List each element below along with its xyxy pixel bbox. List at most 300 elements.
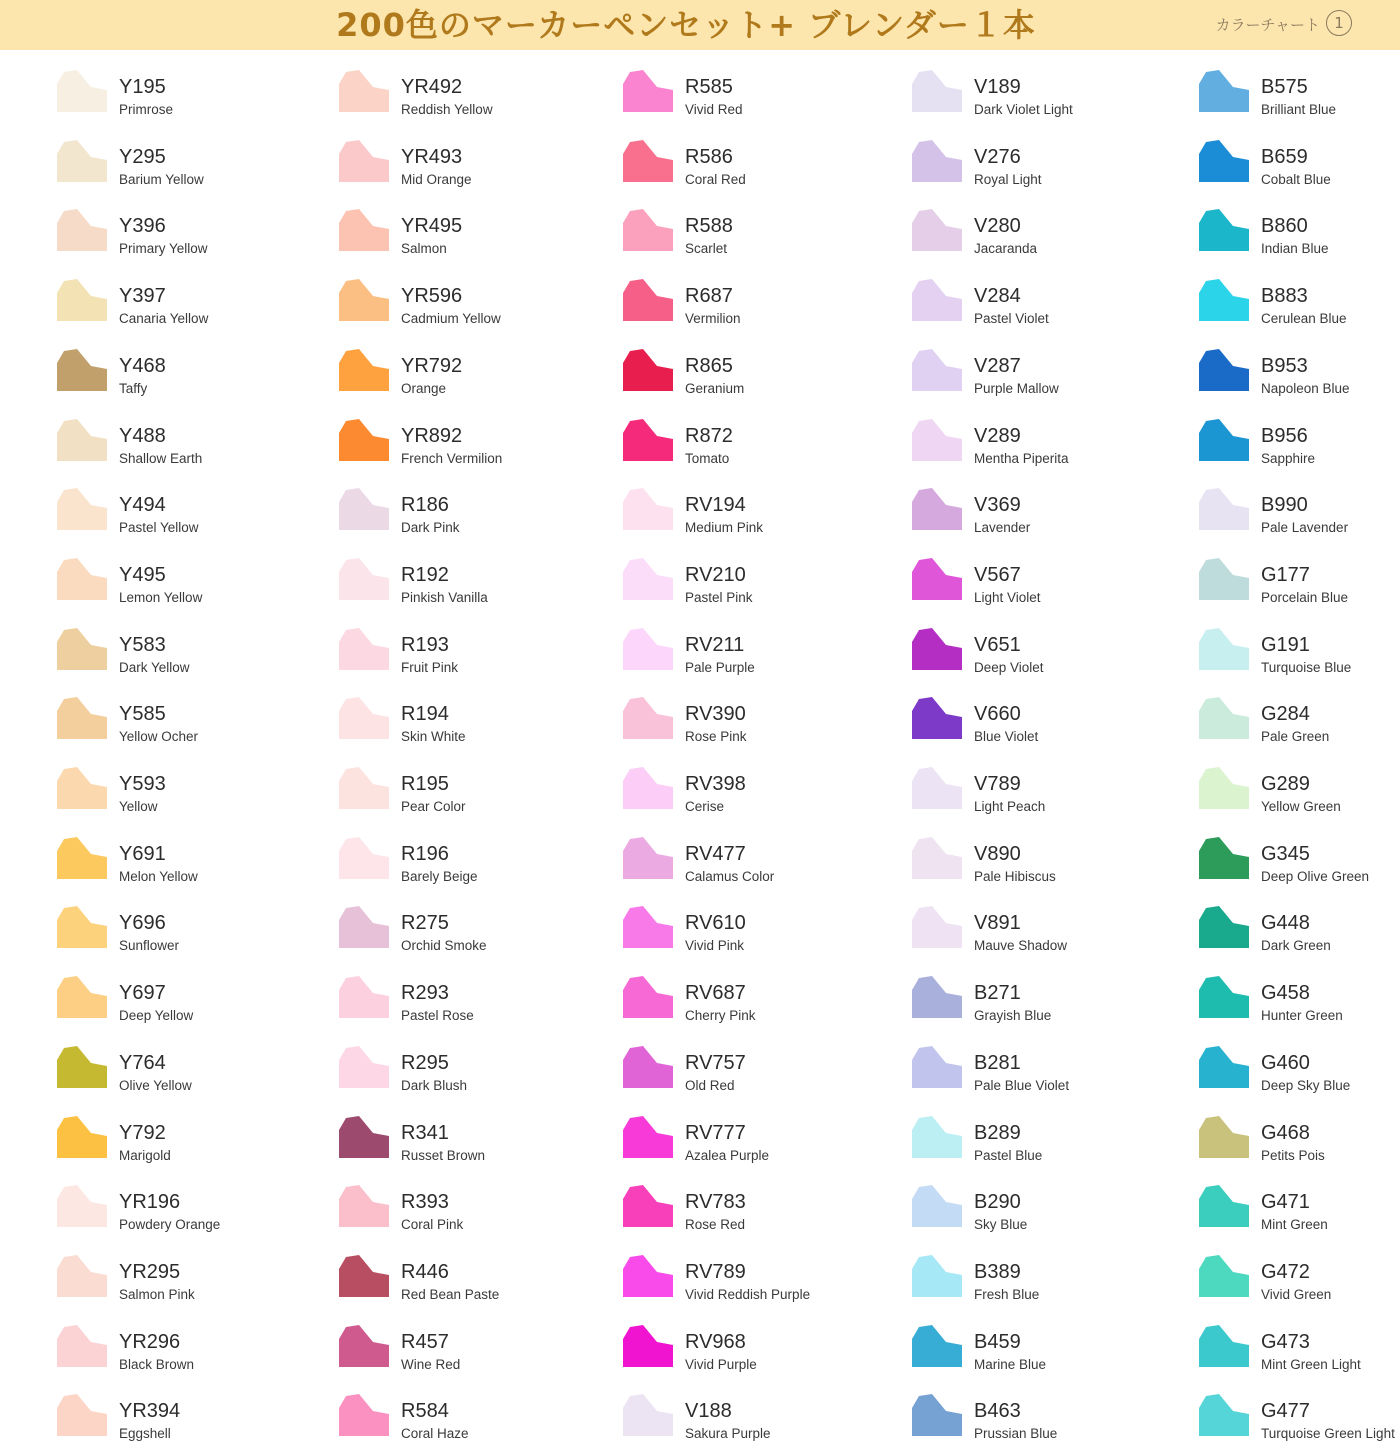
color-swatch-item — [1199, 488, 1400, 548]
color-swatch-item — [1199, 209, 1400, 269]
color-swatch-item — [623, 697, 903, 757]
color-code: RV210 — [685, 564, 746, 586]
color-name: Shallow Earth — [119, 451, 203, 466]
color-code: R341 — [401, 1122, 449, 1144]
color-code: RV610 — [685, 912, 746, 934]
color-swatch-item — [912, 349, 1192, 409]
marker-swatch-shape — [623, 558, 673, 600]
color-code: R585 — [685, 76, 733, 98]
marker-swatch — [339, 419, 391, 465]
marker-swatch — [1199, 976, 1251, 1022]
marker-swatch — [912, 558, 964, 604]
color-code: RV783 — [685, 1191, 746, 1213]
marker-swatch — [1199, 558, 1251, 604]
color-name: Dark Blush — [401, 1078, 468, 1093]
color-swatch-item — [1199, 349, 1400, 409]
marker-swatch-shape — [57, 140, 107, 182]
color-swatch-item — [912, 279, 1192, 339]
color-name: Old Red — [685, 1078, 735, 1093]
color-swatch-item — [339, 1046, 619, 1106]
color-code: B271 — [974, 982, 1021, 1004]
marker-swatch-shape — [339, 1325, 389, 1367]
color-code: B575 — [1261, 76, 1308, 98]
color-swatch-item — [912, 1046, 1192, 1106]
marker-swatch — [57, 1116, 109, 1162]
color-code: V287 — [974, 355, 1021, 377]
color-code: YR792 — [401, 355, 463, 377]
marker-swatch-shape — [623, 628, 673, 670]
color-code: RV968 — [685, 1331, 746, 1353]
marker-swatch — [339, 1185, 391, 1231]
marker-swatch — [339, 1046, 391, 1092]
color-code: R194 — [401, 703, 449, 725]
marker-swatch-shape — [57, 419, 107, 461]
color-swatch-item — [57, 140, 337, 200]
color-swatch-item — [339, 767, 619, 827]
color-code: V369 — [974, 494, 1021, 516]
marker-swatch — [57, 558, 109, 604]
marker-swatch-shape — [1199, 140, 1249, 182]
color-swatch-item — [1199, 767, 1400, 827]
color-name: Mint Green Light — [1261, 1357, 1361, 1372]
color-name: Deep Sky Blue — [1261, 1078, 1351, 1093]
color-name: Pale Purple — [685, 660, 755, 675]
color-code: YR196 — [119, 1191, 181, 1213]
marker-swatch — [912, 767, 964, 813]
color-name: Rose Pink — [685, 729, 747, 744]
marker-swatch-shape — [912, 279, 962, 321]
marker-swatch-shape — [912, 209, 962, 251]
color-name: Petits Pois — [1261, 1148, 1325, 1163]
page-title: 200色のマーカーペンセット+ ブレンダー１本 — [336, 6, 1036, 44]
marker-swatch — [57, 279, 109, 325]
color-swatch-item — [912, 1325, 1192, 1385]
color-swatch-item — [623, 1394, 903, 1454]
color-swatch-item — [57, 558, 337, 618]
marker-swatch-shape — [1199, 1325, 1249, 1367]
color-name: Barium Yellow — [119, 172, 204, 187]
marker-swatch-shape — [57, 697, 107, 739]
marker-swatch — [339, 1255, 391, 1301]
color-swatch-item — [57, 70, 337, 130]
color-code: B956 — [1261, 425, 1308, 447]
color-code: R446 — [401, 1261, 449, 1283]
color-name: Turquoise Blue — [1261, 660, 1352, 675]
color-swatch-item — [339, 1116, 619, 1176]
marker-swatch — [912, 140, 964, 186]
color-name: Wine Red — [401, 1357, 461, 1372]
color-code: B389 — [974, 1261, 1021, 1283]
color-name: Pastel Blue — [974, 1148, 1043, 1163]
color-code: RV194 — [685, 494, 746, 516]
color-swatch-item — [1199, 976, 1400, 1036]
color-code: YR596 — [401, 285, 463, 307]
color-swatch-item — [57, 1394, 337, 1454]
marker-swatch — [912, 488, 964, 534]
marker-swatch-shape — [1199, 1394, 1249, 1436]
color-code: RV477 — [685, 843, 746, 865]
marker-swatch — [912, 1046, 964, 1092]
color-name: Vivid Red — [685, 102, 743, 117]
marker-swatch — [1199, 837, 1251, 883]
marker-swatch-shape — [57, 1046, 107, 1088]
color-code: RV398 — [685, 773, 746, 795]
color-name: Marigold — [119, 1148, 171, 1163]
color-name: Pale Hibiscus — [974, 869, 1056, 884]
marker-swatch-shape — [623, 697, 673, 739]
marker-swatch-shape — [623, 906, 673, 948]
color-swatch-item — [912, 209, 1192, 269]
marker-swatch — [339, 70, 391, 116]
marker-swatch — [339, 767, 391, 813]
marker-swatch — [57, 349, 109, 395]
color-code: YR492 — [401, 76, 463, 98]
color-name: Sakura Purple — [685, 1426, 771, 1441]
color-swatch-item — [339, 1185, 619, 1245]
marker-swatch — [57, 209, 109, 255]
color-code: B463 — [974, 1400, 1021, 1422]
marker-swatch — [623, 419, 675, 465]
color-name: Barely Beige — [401, 869, 478, 884]
marker-swatch-shape — [57, 70, 107, 112]
marker-swatch — [1199, 697, 1251, 743]
color-code: V660 — [974, 703, 1021, 725]
color-code: Y792 — [119, 1122, 166, 1144]
color-code: Y397 — [119, 285, 166, 307]
color-code: R588 — [685, 215, 733, 237]
color-name: Dark Yellow — [119, 660, 190, 675]
chart-subtitle-text: カラーチャート — [1215, 16, 1320, 34]
color-code: R195 — [401, 773, 449, 795]
color-code: Y195 — [119, 76, 166, 98]
marker-swatch — [912, 906, 964, 952]
color-code: R584 — [401, 1400, 449, 1422]
marker-swatch-shape — [1199, 906, 1249, 948]
marker-swatch-shape — [623, 419, 673, 461]
marker-swatch — [1199, 1325, 1251, 1371]
color-swatch-item — [57, 1325, 337, 1385]
marker-swatch — [339, 628, 391, 674]
color-code: B459 — [974, 1331, 1021, 1353]
marker-swatch — [339, 1325, 391, 1371]
marker-swatch-shape — [1199, 488, 1249, 530]
color-code: B289 — [974, 1122, 1021, 1144]
marker-swatch-shape — [1199, 767, 1249, 809]
marker-swatch — [623, 837, 675, 883]
marker-swatch — [57, 697, 109, 743]
color-code: YR296 — [119, 1331, 181, 1353]
color-name: Cadmium Yellow — [401, 311, 501, 326]
color-swatch-item — [339, 209, 619, 269]
color-name: Vivid Reddish Purple — [685, 1287, 811, 1302]
color-swatch-item — [623, 1046, 903, 1106]
marker-swatch-shape — [339, 1185, 389, 1227]
color-swatch-item — [623, 767, 903, 827]
marker-swatch-shape — [912, 1046, 962, 1088]
color-swatch-item — [623, 279, 903, 339]
marker-swatch-shape — [912, 419, 962, 461]
marker-swatch-shape — [57, 558, 107, 600]
color-swatch-item — [57, 1255, 337, 1315]
marker-swatch-shape — [912, 70, 962, 112]
color-swatch-item — [1199, 419, 1400, 479]
color-swatch-item — [623, 1255, 903, 1315]
color-code: R192 — [401, 564, 449, 586]
color-swatch-item — [623, 1116, 903, 1176]
color-name: Medium Pink — [685, 520, 764, 535]
color-name: French Vermilion — [401, 451, 503, 466]
color-name: Pale Green — [1261, 729, 1330, 744]
color-swatch-item — [623, 1185, 903, 1245]
marker-swatch — [1199, 419, 1251, 465]
marker-swatch — [912, 837, 964, 883]
marker-swatch — [57, 488, 109, 534]
marker-swatch — [623, 767, 675, 813]
header-banner — [0, 0, 1400, 50]
color-code: G468 — [1261, 1122, 1310, 1144]
marker-swatch-shape — [623, 1046, 673, 1088]
marker-swatch-shape — [339, 1046, 389, 1088]
color-name: Orange — [401, 381, 447, 396]
marker-swatch — [339, 558, 391, 604]
marker-swatch — [1199, 209, 1251, 255]
color-swatch-item — [1199, 628, 1400, 688]
marker-swatch-shape — [57, 279, 107, 321]
color-swatch-item — [623, 906, 903, 966]
marker-swatch — [912, 419, 964, 465]
color-code: G473 — [1261, 1331, 1310, 1353]
color-swatch-item — [1199, 1116, 1400, 1176]
color-code: Y585 — [119, 703, 166, 725]
marker-swatch — [623, 628, 675, 674]
color-name: Grayish Blue — [974, 1008, 1052, 1023]
color-swatch-item — [57, 837, 337, 897]
color-code: B659 — [1261, 146, 1308, 168]
color-name: Deep Violet — [974, 660, 1044, 675]
marker-swatch — [339, 349, 391, 395]
color-name: Fruit Pink — [401, 660, 459, 675]
marker-swatch — [57, 1325, 109, 1371]
marker-swatch-shape — [1199, 419, 1249, 461]
marker-swatch — [1199, 1185, 1251, 1231]
color-name: Coral Haze — [401, 1426, 469, 1441]
marker-swatch — [1199, 1046, 1251, 1092]
color-code: V789 — [974, 773, 1021, 795]
color-name: Prussian Blue — [974, 1426, 1058, 1441]
color-name: Russet Brown — [401, 1148, 486, 1163]
color-name: Taffy — [119, 381, 148, 396]
color-code: B290 — [974, 1191, 1021, 1213]
color-code: RV211 — [685, 634, 745, 656]
marker-swatch-shape — [1199, 1046, 1249, 1088]
marker-swatch-shape — [1199, 349, 1249, 391]
color-code: G284 — [1261, 703, 1310, 725]
color-code: RV687 — [685, 982, 746, 1004]
color-name: Primary Yellow — [119, 241, 208, 256]
color-code: YR493 — [401, 146, 463, 168]
color-code: YR892 — [401, 425, 463, 447]
color-swatch-item — [339, 697, 619, 757]
color-swatch-item — [57, 628, 337, 688]
color-swatch-item — [1199, 697, 1400, 757]
marker-swatch — [623, 1185, 675, 1231]
color-code: YR394 — [119, 1400, 181, 1422]
color-code: R872 — [685, 425, 733, 447]
marker-swatch-shape — [57, 906, 107, 948]
color-code: V651 — [974, 634, 1021, 656]
color-name: Reddish Yellow — [401, 102, 493, 117]
marker-swatch — [57, 1394, 109, 1440]
color-swatch-item — [57, 209, 337, 269]
marker-swatch-shape — [912, 349, 962, 391]
color-name: Lavender — [974, 520, 1031, 535]
marker-swatch-shape — [57, 488, 107, 530]
color-swatch-item — [57, 1185, 337, 1245]
marker-swatch-shape — [1199, 209, 1249, 251]
color-swatch-item — [623, 140, 903, 200]
color-name: Jacaranda — [974, 241, 1038, 256]
marker-swatch — [339, 488, 391, 534]
marker-swatch — [339, 1116, 391, 1162]
color-swatch-item — [57, 697, 337, 757]
color-code: G477 — [1261, 1400, 1310, 1422]
marker-swatch-shape — [912, 697, 962, 739]
color-swatch-item — [1199, 70, 1400, 130]
marker-swatch — [57, 419, 109, 465]
color-swatch-item — [623, 70, 903, 130]
color-swatch-item — [912, 697, 1192, 757]
marker-swatch-shape — [623, 976, 673, 1018]
marker-swatch-shape — [57, 628, 107, 670]
color-code: G472 — [1261, 1261, 1310, 1283]
marker-swatch — [339, 279, 391, 325]
color-name: Yellow — [119, 799, 158, 814]
color-code: V567 — [974, 564, 1021, 586]
color-swatch-item — [912, 488, 1192, 548]
color-swatch-item — [339, 906, 619, 966]
color-code: G177 — [1261, 564, 1310, 586]
marker-swatch-shape — [623, 1325, 673, 1367]
marker-swatch-shape — [57, 1394, 107, 1436]
color-name: Orchid Smoke — [401, 938, 487, 953]
color-code: RV757 — [685, 1052, 746, 1074]
marker-swatch-shape — [339, 628, 389, 670]
marker-swatch — [912, 1255, 964, 1301]
color-swatch-item — [339, 1394, 619, 1454]
marker-swatch-shape — [57, 209, 107, 251]
marker-swatch-shape — [339, 70, 389, 112]
color-code: YR495 — [401, 215, 463, 237]
marker-swatch-shape — [912, 1325, 962, 1367]
color-name: Dark Violet Light — [974, 102, 1073, 117]
color-name: Blue Violet — [974, 729, 1039, 744]
color-code: R295 — [401, 1052, 449, 1074]
marker-swatch — [57, 1185, 109, 1231]
marker-swatch — [912, 697, 964, 743]
color-code: R586 — [685, 146, 733, 168]
color-swatch-item — [623, 419, 903, 479]
marker-swatch — [623, 209, 675, 255]
marker-swatch-shape — [339, 558, 389, 600]
color-name: Eggshell — [119, 1426, 171, 1441]
color-code: Y583 — [119, 634, 166, 656]
color-name: Red Bean Paste — [401, 1287, 500, 1302]
marker-swatch — [912, 976, 964, 1022]
marker-swatch-shape — [57, 1255, 107, 1297]
color-swatch-item — [339, 1255, 619, 1315]
color-code: Y764 — [119, 1052, 166, 1074]
marker-swatch-shape — [339, 697, 389, 739]
color-swatch-item — [1199, 279, 1400, 339]
color-swatch-item — [1199, 1185, 1400, 1245]
marker-swatch-shape — [57, 1325, 107, 1367]
color-code: Y468 — [119, 355, 166, 377]
marker-swatch — [339, 697, 391, 743]
color-swatch-item — [1199, 1255, 1400, 1315]
color-code: G460 — [1261, 1052, 1310, 1074]
marker-swatch — [912, 1394, 964, 1440]
marker-swatch — [57, 628, 109, 674]
marker-swatch-shape — [623, 767, 673, 809]
marker-swatch-shape — [912, 1116, 962, 1158]
marker-swatch-shape — [1199, 628, 1249, 670]
marker-swatch — [912, 349, 964, 395]
color-name: Hunter Green — [1261, 1008, 1343, 1023]
color-code: B883 — [1261, 285, 1308, 307]
marker-swatch — [912, 1185, 964, 1231]
marker-swatch-shape — [1199, 70, 1249, 112]
color-code: G191 — [1261, 634, 1310, 656]
marker-swatch-shape — [1199, 837, 1249, 879]
color-swatch-item — [912, 558, 1192, 618]
color-code: Y494 — [119, 494, 166, 516]
color-name: Deep Yellow — [119, 1008, 194, 1023]
marker-swatch-shape — [623, 349, 673, 391]
marker-swatch — [623, 70, 675, 116]
color-name: Sky Blue — [974, 1217, 1028, 1232]
color-name: Mint Green — [1261, 1217, 1328, 1232]
color-code: Y593 — [119, 773, 166, 795]
color-code: V289 — [974, 425, 1021, 447]
color-code: V891 — [974, 912, 1021, 934]
marker-swatch — [339, 976, 391, 1022]
marker-swatch — [912, 209, 964, 255]
color-code: RV390 — [685, 703, 746, 725]
marker-swatch-shape — [57, 1116, 107, 1158]
marker-swatch — [1199, 70, 1251, 116]
color-swatch-item — [339, 140, 619, 200]
marker-swatch-shape — [623, 488, 673, 530]
marker-swatch — [1199, 628, 1251, 674]
marker-swatch-shape — [57, 767, 107, 809]
color-name: Deep Olive Green — [1261, 869, 1370, 884]
marker-swatch-shape — [912, 1394, 962, 1436]
color-code: R275 — [401, 912, 449, 934]
color-code: Y396 — [119, 215, 166, 237]
marker-swatch-shape — [623, 1255, 673, 1297]
color-code: G448 — [1261, 912, 1310, 934]
color-swatch-item — [912, 70, 1192, 130]
color-swatch-item — [57, 419, 337, 479]
color-swatch-item — [912, 1255, 1192, 1315]
color-name: Azalea Purple — [685, 1148, 770, 1163]
color-name: Yellow Green — [1261, 799, 1341, 814]
color-name: Brilliant Blue — [1261, 102, 1337, 117]
color-name: Sapphire — [1261, 451, 1316, 466]
marker-swatch-shape — [912, 558, 962, 600]
marker-swatch-shape — [339, 349, 389, 391]
color-name: Cherry Pink — [685, 1008, 756, 1023]
